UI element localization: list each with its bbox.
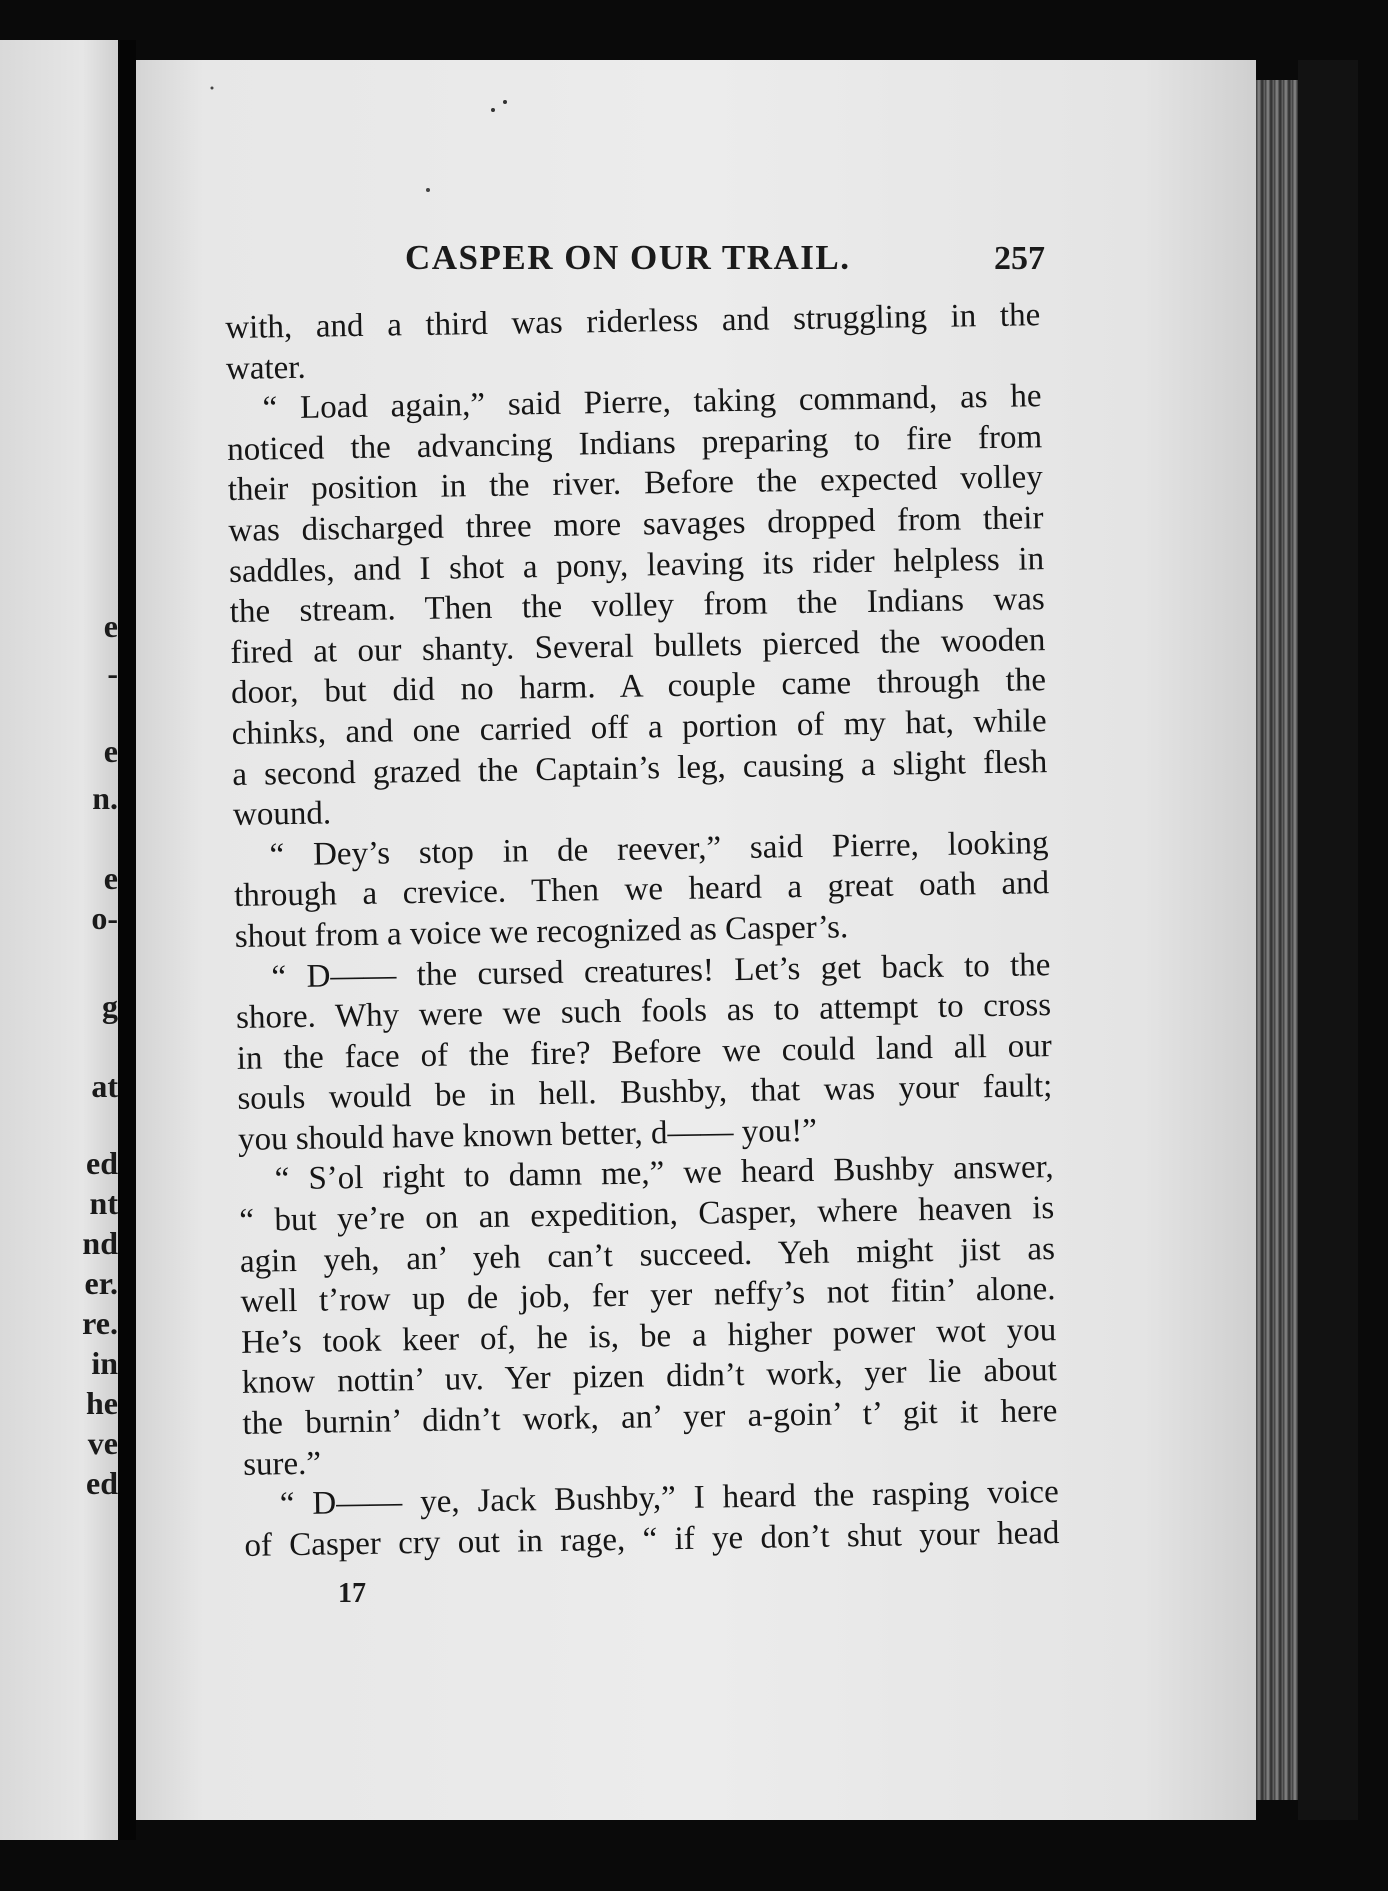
text-line: shore. Why were we such fools as to attempt to cross	[235, 987, 1052, 1037]
text-line: chinks, and one carried off a portion of my hat, while	[231, 703, 1047, 752]
text-line: in the face of the fire? Before we could land all our	[236, 1027, 1052, 1077]
text-line: saddles, and I shot a pony, leaving its rider helpless in	[228, 540, 1045, 590]
facing-page-fragment-text: e	[103, 733, 118, 769]
facing-page-fragment-text: at	[91, 1068, 118, 1104]
text-line: with, and a third was riderless and struggling in the	[225, 297, 1041, 346]
text-line: of Casper cry out in rage, “ if ye don’t shut your head	[244, 1514, 1060, 1564]
facing-page-fragment-text: nd	[82, 1225, 118, 1261]
text-line: noticed the advancing Indians preparing to fire from	[226, 418, 1043, 468]
text-line: wound.	[232, 795, 332, 834]
running-head: CASPER ON OUR TRAIL.	[405, 238, 851, 277]
text-line: “ but ye’re on an expedition, Casper, where heaven is	[239, 1190, 1055, 1239]
text-line: you should have known better, d—— you!”	[237, 1112, 818, 1158]
facing-page-fragment-text: ve	[87, 1425, 118, 1461]
facing-page-fragment-text: in	[91, 1345, 118, 1381]
facing-page-fragment-text: er.	[84, 1265, 118, 1301]
facing-page-fragment-text: o-	[91, 900, 118, 936]
text-line: “ D—— the cursed creatures! Let’s get back to the	[271, 946, 1051, 995]
text-line: water.	[225, 349, 306, 387]
text-line: He’s took keer of, he is, be a higher power wot you	[240, 1311, 1057, 1361]
text-line: shout from a voice we recognized as Casper’s.	[234, 909, 849, 955]
text-line: souls would be in hell. Bushby, that was your fault;	[237, 1068, 1053, 1118]
text-line: through a crevice. Then we heard a great oath and	[233, 865, 1050, 915]
facing-page-fragment-text: ed	[86, 1465, 118, 1501]
facing-page-fragment-text: nt	[89, 1185, 118, 1221]
text-line: “ D—— ye, Jack Bushby,” I heard the rasping voice	[279, 1474, 1059, 1523]
text-line: a second grazed the Captain’s leg, causing a slight flesh	[232, 743, 1048, 793]
facing-page-fragment-text: -	[107, 655, 118, 691]
facing-page-fragment-text: re.	[82, 1305, 118, 1341]
facing-page-fragment-text: e	[103, 608, 118, 644]
text-line: “ Dey’s stop in de reever,” said Pierre, looking	[269, 824, 1049, 874]
text-line: their position in the river. Before the expected volley	[227, 459, 1044, 509]
signature-mark: 17	[338, 1578, 366, 1609]
text-line: door, but did no harm. A couple came through the	[230, 662, 1047, 712]
text-line: the stream. Then the volley from the Indians was	[229, 581, 1045, 631]
text-line: “ Load again,” said Pierre, taking command, as he	[262, 378, 1042, 427]
facing-page-fragment-text: ed	[86, 1145, 118, 1181]
text-line: sure.”	[242, 1445, 322, 1483]
page-number: 257	[994, 240, 1045, 277]
text-line: fired at our shanty. Several bullets pierced the wooden	[230, 621, 1046, 671]
text-line: know nottin’ uv. Yer pizen didn’t work, yer lie about	[241, 1352, 1058, 1402]
text-line: well t’row up de job, fer yer neffy’s not fitin’ alone.	[240, 1271, 1056, 1321]
facing-page-fragment-text: he	[86, 1385, 118, 1421]
facing-page-fragment-text: g	[102, 988, 118, 1024]
text-line: agin yeh, an’ yeh can’t succeed. Yeh might jist as	[239, 1230, 1056, 1280]
facing-page-fragment-text: e	[103, 860, 118, 896]
text-line: the burnin’ didn’t work, an’ yer a-goin’ t’ git it here	[242, 1393, 1058, 1442]
facing-page-fragment-text: n.	[92, 780, 118, 816]
text-line: was discharged three more savages dropped from their	[228, 500, 1044, 549]
text-line: “ S’ol right to damn me,” we heard Bushby answer,	[274, 1149, 1054, 1198]
